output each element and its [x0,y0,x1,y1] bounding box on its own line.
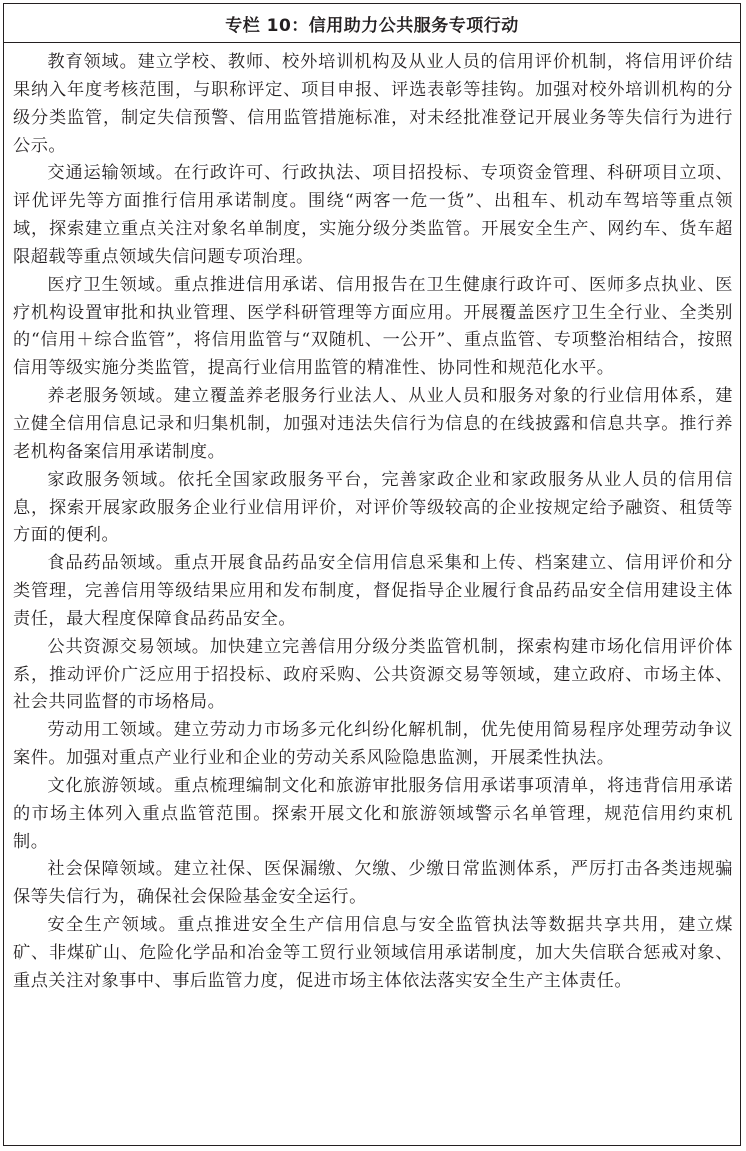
paragraph-elderly-care: 养老服务领域。建立覆盖养老服务行业法人、从业人员和服务对象的行业信用体系，建立健全信用信息记录和归集机制，加强对违法失信行为信息的在线披露和信息共享。推行养老机构备案信用承诺制度。 [13,386,733,462]
box-body [4,43,740,996]
column-box [3,3,741,1146]
box-title: 专栏 10：信用助力公共服务专项行动 [4,4,740,43]
paragraph-public-resource: 公共资源交易领域。加快建立完善信用分级分类监管机制，探索构建市场化信用评价体系，推动评价广泛应用于招投标、政府采购、公共资源交易等领域，建立政府、市场主体、社会共同监督的市场格局。 [13,636,733,713]
paragraph-food-drug: 食品药品领域。重点开展食品药品安全信用信息采集和上传、档案建立、信用评价和分类管理，完善信用等级结果应用和发布制度，督促指导企业履行食品药品安全信用建设主体责任，最大程度保障食品药品安全。 [13,553,733,629]
paragraph-work-safety: 安全生产领域。重点推进安全生产信用信息与安全监管执法等数据共享共用，建立煤矿、非煤矿山、危险化学品和冶金等工贸行业领域信用承诺制度，加大失信联合惩戒对象、重点关注对象事中、事后监管力度，促进市场主体依法落实安全生产主体责任。 [13,915,733,991]
paragraph-social-security: 社会保障领域。建立社保、医保漏缴、欠缴、少缴日常监测体系，严厉打击各类违规骗保等失信行为，确保社会保险基金安全运行。 [13,859,733,908]
paragraph-housekeeping: 家政服务领域。依托全国家政服务平台，完善家政企业和家政服务从业人员的信用信息，探索开展家政服务企业行业信用评价，对评价等级较高的企业按规定给予融资、租赁等方面的便利。 [13,469,733,546]
paragraph-transport: 交通运输领域。在行政许可、行政执法、项目招投标、专项资金管理、科研项目立项、评优评先等方面推行信用承诺制度。围绕“两客一危一货”、出租车、机动车驾培等重点领域，探索建立重点关注对象名单制度，实施分级分类监管。开展安全生产、网约车、货车超限超载等重点领域失信问题专项治理。 [13,163,733,267]
paragraph-healthcare: 医疗卫生领域。重点推进信用承诺、信用报告在卫生健康行政许可、医师多点执业、医疗机构设置审批和执业管理、医学科研管理等方面应用。开展覆盖医疗卫生全行业、全类别的“信用＋综合监管”，将信用监管与“双随机、一公开”、重点监管、专项整治相结合，按照信用等级实施分类监管，提高行业信用监管的精准性、协同性和规范化水平。 [13,274,733,379]
paragraph-culture-tourism: 文化旅游领域。重点梳理编制文化和旅游审批服务信用承诺事项清单，将违背信用承诺的市场主体列入重点监管范围。探索开展文化和旅游领域警示名单管理，规范信用约束机制。 [13,775,733,852]
paragraph-labor: 劳动用工领域。建立劳动力市场多元化纠纷化解机制，优先使用简易程序处理劳动争议案件。加强对重点产业行业和企业的劳动关系风险隐患监测，开展柔性执法。 [13,720,733,769]
paragraph-education: 教育领域。建立学校、教师、校外培训机构及从业人员的信用评价机制，将信用评价结果纳入年度考核范围，与职称评定、项目申报、评选表彰等挂钩。加强对校外培训机构的分级分类监管，制定失信预警、信用监管措施标准，对未经批准登记开展业务等失信行为进行公示。 [13,52,733,156]
